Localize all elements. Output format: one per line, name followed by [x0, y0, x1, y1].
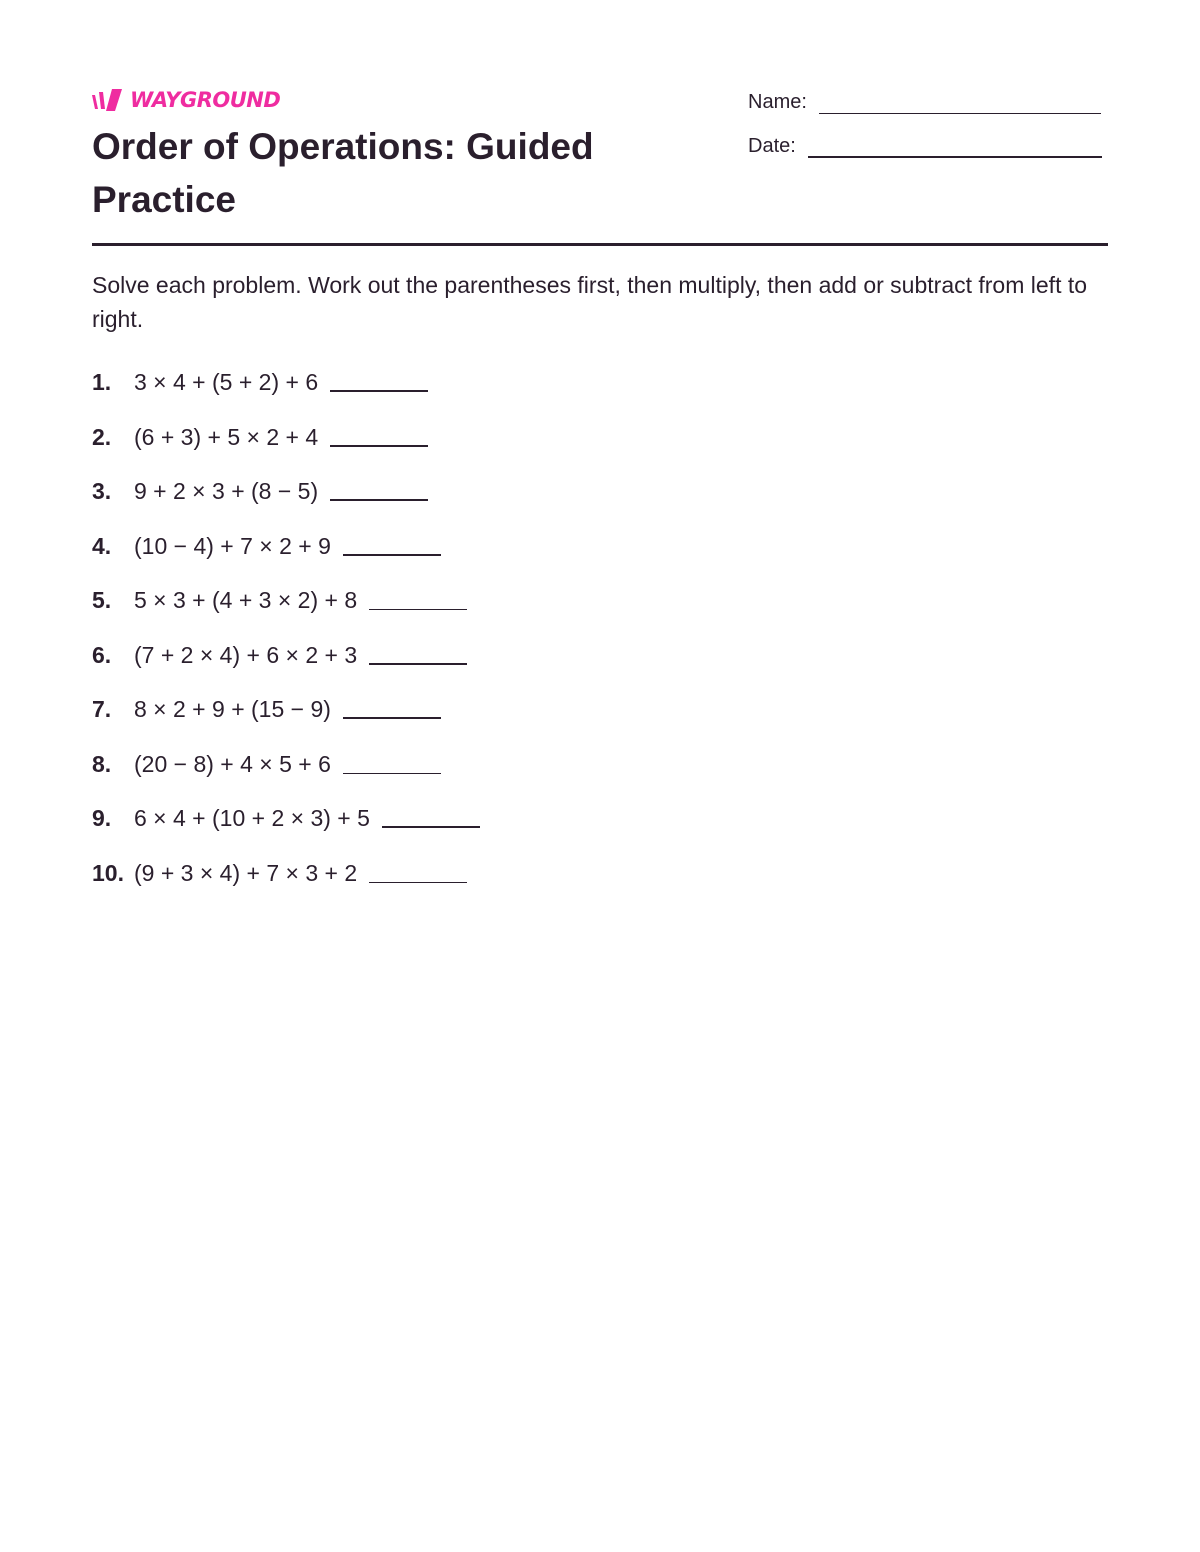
problem-number: 2.: [92, 423, 112, 450]
answer-blank[interactable]: [343, 526, 441, 556]
problem-expression: (20 − 8) + 4 × 5 + 6: [134, 750, 331, 777]
problem-item: [92, 853, 467, 893]
problem-expression: 9 + 2 × 3 + (8 − 5): [134, 477, 319, 504]
problem-number: 10.: [92, 859, 124, 886]
problem-number: 7.: [92, 695, 112, 722]
date-label: Date:: [748, 135, 796, 157]
problem-number: 1.: [92, 368, 112, 395]
worksheet-page: [92, 0, 1108, 1552]
problem-number: 8.: [92, 750, 112, 777]
answer-blank[interactable]: [330, 362, 428, 392]
answer-blank[interactable]: [369, 580, 467, 610]
problem-item: [92, 580, 467, 620]
answer-blank[interactable]: [369, 635, 467, 665]
problem-item: [92, 362, 428, 402]
problem-expression: (6 + 3) + 5 × 2 + 4: [134, 423, 319, 450]
brand-logo-text: WAYGROUND: [130, 88, 281, 112]
header-divider: [92, 243, 1108, 246]
problem-item: [92, 689, 441, 729]
answer-blank[interactable]: [369, 853, 467, 883]
problem-number: 3.: [92, 477, 112, 504]
problem-item: [92, 798, 480, 838]
problem-number: 4.: [92, 532, 112, 559]
problem-expression: 5 × 3 + (4 + 3 × 2) + 8: [134, 586, 358, 613]
worksheet-header: [92, 84, 1108, 246]
problem-item: [92, 471, 428, 511]
problem-expression: (7 + 2 × 4) + 6 × 2 + 3: [134, 641, 358, 668]
answer-blank[interactable]: [330, 471, 428, 501]
problem-item: [92, 526, 441, 566]
problem-expression: (10 − 4) + 7 × 2 + 9: [134, 532, 331, 559]
page-title: Order of Operations: Guided Practice: [92, 126, 594, 220]
answer-blank[interactable]: [382, 798, 480, 828]
wayground-logo-icon: [92, 89, 126, 111]
problem-expression: 8 × 2 + 9 + (15 − 9): [134, 695, 331, 722]
date-field[interactable]: [748, 134, 1102, 158]
problem-number: 9.: [92, 804, 112, 831]
problem-expression: 6 × 4 + (10 + 2 × 3) + 5: [134, 804, 370, 831]
answer-blank[interactable]: [343, 689, 441, 719]
name-field[interactable]: [748, 90, 1101, 114]
problem-expression: (9 + 3 × 4) + 7 × 3 + 2: [134, 859, 358, 886]
problem-item: [92, 744, 441, 784]
problem-number: 5.: [92, 586, 112, 613]
date-input-line[interactable]: [808, 134, 1102, 158]
answer-blank[interactable]: [330, 417, 428, 447]
instructions-text: Solve each problem. Work out the parentheses first, then multiply, then add or subtract from left to right.: [92, 272, 1088, 332]
problem-item: [92, 417, 428, 457]
answer-blank[interactable]: [343, 744, 441, 774]
problem-item: [92, 635, 467, 675]
brand-logo: [92, 88, 280, 112]
problem-number: 6.: [92, 641, 112, 668]
name-label: Name:: [748, 91, 807, 113]
name-input-line[interactable]: [819, 90, 1101, 114]
problem-expression: 3 × 4 + (5 + 2) + 6: [134, 368, 319, 395]
